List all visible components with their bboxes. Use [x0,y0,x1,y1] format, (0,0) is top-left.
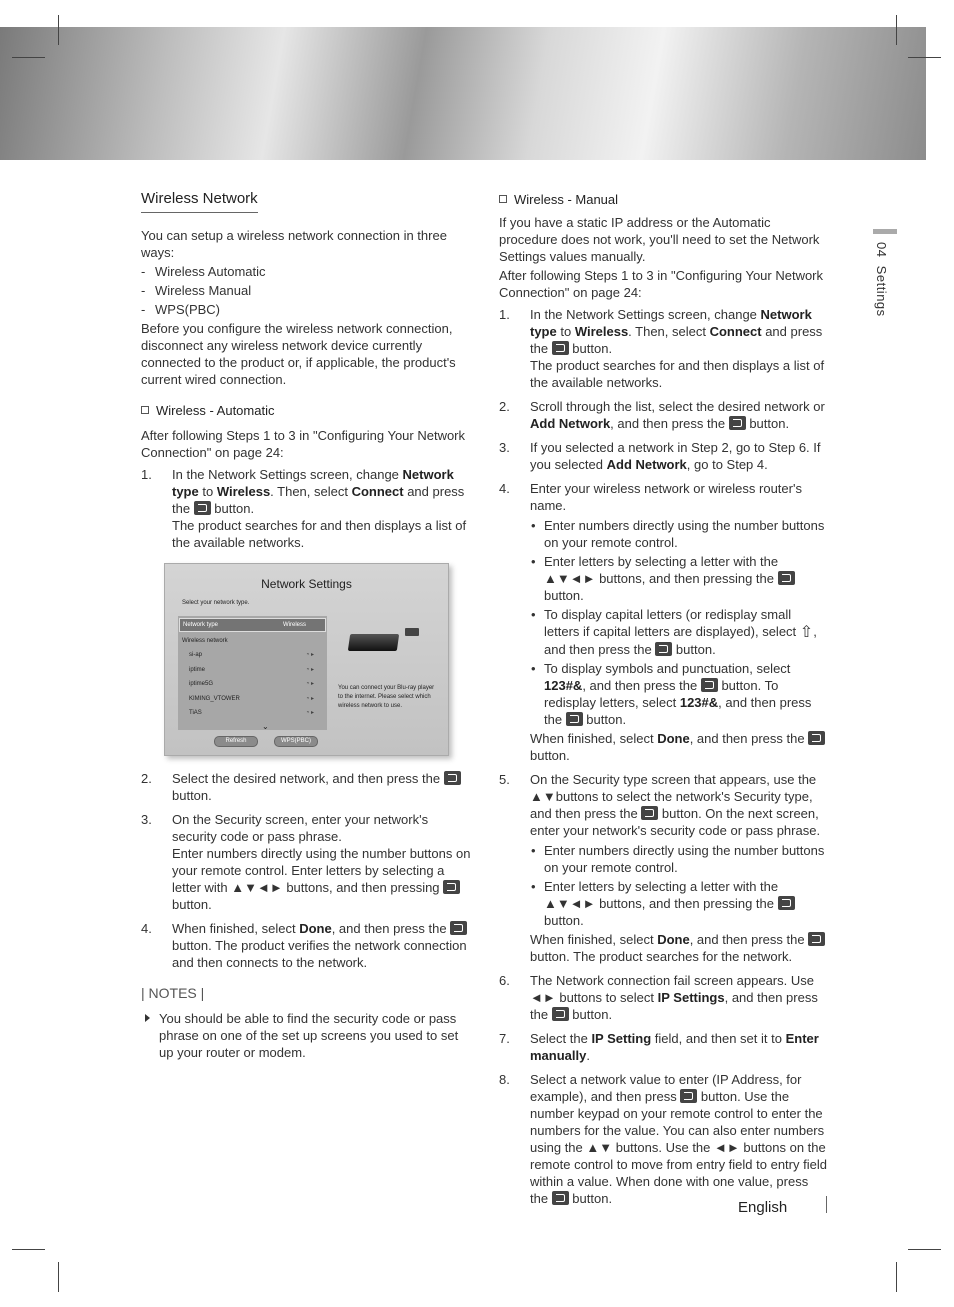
bullet-bold: 123#& [544,678,583,693]
enter-icon [655,642,672,656]
network-item[interactable] [189,709,317,724]
step-text: button. The product verifies the network connection and then connects to the network. [172,938,467,970]
step-text: On the Security screen, enter your network's security code or pass phrase. [172,812,429,844]
footer-divider [826,1196,827,1213]
list-item: - Wireless Automatic [141,263,471,280]
crop-mark [58,15,59,45]
step-text: to [556,324,575,339]
bullet-item: • Enter numbers directly using the number buttons on your remote control. [530,517,829,551]
wps-button[interactable]: WPS(PBC) [274,736,318,747]
crop-mark [908,1249,941,1250]
step-text: button. [745,416,790,431]
step-bold: Done [299,921,332,936]
network-name: TiAS [189,710,202,716]
step-text: The Network connection fail screen appears. Use ◄► buttons to select [530,973,814,1005]
bullet-text: To display symbols and punctuation, select [544,661,791,676]
screen-panel [178,616,327,730]
enter-icon [444,771,461,785]
network-type-row[interactable] [179,618,326,632]
bullet-text: button. To redisplay letters, select [544,678,779,710]
enter-icon [641,806,658,820]
step-text: button. On the next screen, enter your network's security code or pass phrase. [530,806,821,838]
step-text: In the Network Settings screen, change [530,307,761,322]
step-3 [141,811,471,913]
bullet-text: button. [544,913,584,928]
auto-steps-cont [141,770,471,971]
network-item[interactable] [189,695,317,710]
step-1 [141,466,471,551]
step-text: , and then press the [610,416,729,431]
step-text: button. [210,501,255,516]
step-3 [499,439,829,473]
bluray-player-icon [348,634,399,651]
step-text: Select a network value to enter (IP Address, for example), and then press [530,1072,802,1104]
router-icon [405,628,419,636]
step-text: Select the [530,1031,592,1046]
step-bold: Done [657,731,690,746]
step-text: , and then press the [689,932,809,947]
step-text: On the Security type screen that appears, use the ▲▼buttons to select the network's Security type, and then press the [530,772,817,821]
step-5 [499,771,829,965]
side-tab-label: 04 Settings [874,242,889,317]
step-text: When finished, select [530,932,658,947]
network-type-label: Network type [183,622,219,628]
step-number: 8. [499,1072,510,1087]
signal-icon: ◔ ▸ [305,652,314,658]
enter-icon [701,678,718,692]
header-banner [0,27,926,160]
step-bold: Connect [709,324,762,339]
network-item[interactable] [189,680,317,695]
step-number: 2. [499,399,510,414]
step-bold: Add Network [606,457,687,472]
step-number: 4. [499,481,510,496]
step-text: In the Network Settings screen, change [172,467,403,482]
signal-icon: ◔ ▸ [305,666,314,673]
step-bold: Enter manually [530,1031,819,1063]
network-list [189,651,317,724]
signal-icon: ◔ ▸ [305,710,314,716]
enter-icon [808,731,825,745]
signal-icon: ◔ ▸ [305,681,314,687]
step-text: The product searches for and then displays a list of the available networks. [530,358,825,390]
step-text: If you selected a network in Step 2, go to Step 6. If you selected [530,440,821,472]
step-bold: IP Setting [591,1031,652,1046]
chevron-down-icon: ⌄ [262,722,269,731]
step-text: button. The product searches for the network. [530,949,793,964]
ways-list [141,263,471,318]
step-text: Enter numbers directly using the number buttons on your remote control. Enter letters by selecting a letter with ▲▼◄► buttons, and then pressing [172,846,471,895]
enter-icon [778,571,795,585]
step-bold: Network type [172,467,454,499]
step-text: When finished, select [530,731,658,746]
step-bold: Network type [530,307,812,339]
manual-intro: If you have a static IP address or the Automatic procedure does not work, you'll need to set the Network Settings values manually. [499,215,820,264]
screen-title: Network Settings [261,577,352,591]
refresh-button[interactable]: Refresh [214,736,258,747]
bullet-item [530,660,829,728]
step-text: , go to Step 4. [686,457,768,472]
step-number: 2. [141,771,152,786]
enter-icon [729,416,746,430]
step-text: . Then, select [270,484,352,499]
network-settings-screen [164,563,449,756]
step-6 [499,972,829,1023]
bullet-text: , and then press the [582,678,701,693]
step-bold: Add Network [530,416,611,431]
network-name: si-ap [189,652,203,658]
step-text: to [198,484,217,499]
signal-icon: ◔ ▸ [305,695,314,702]
step-bold: Done [657,932,690,947]
bullet-item [530,878,829,929]
step-number: 5. [499,772,510,787]
manual-intro-2: After following Steps 1 to 3 in "Configuring Your Network Connection" on page 24: [499,268,824,300]
bullet-text: button. [672,642,716,657]
crop-mark [12,57,45,58]
step-bold: Wireless [574,324,629,339]
step-text: button. [568,1191,613,1206]
step-4 [499,480,829,764]
step-text: and press the [172,484,465,516]
list-item: - Wireless Manual [141,282,471,299]
bullet-list [530,517,829,728]
subheading-automatic [141,402,471,419]
network-item[interactable] [189,651,317,666]
bullet-text: Enter letters by selecting a letter with the ▲▼◄► buttons, and then pressing the [544,879,779,911]
step-text: , and then press the [530,990,818,1022]
enter-icon [778,896,795,910]
enter-icon [566,712,583,726]
bullet-text: , and then press the [544,695,812,727]
manual-steps [499,306,829,1207]
network-name: KIMING_VTOWER [189,695,240,702]
note-item: You should be able to find the security code or pass phrase on one of the set up screens you used to set up your router or modem. [141,1010,471,1061]
network-type-value: Wireless [283,622,307,628]
right-column [499,191,829,1214]
step-text: button. [172,788,212,803]
network-item[interactable] [189,666,317,681]
side-tab-bar [873,229,897,234]
enter-icon [808,932,825,946]
step-text: , and then press the [331,921,451,936]
step-7 [499,1030,829,1064]
auto-steps [141,466,471,551]
step-text: button. [568,1007,613,1022]
crop-mark [58,1262,59,1292]
step-text: button. [530,748,570,763]
bullet-text: Enter letters by selecting a letter with the ▲▼◄► buttons, and then pressing the [544,554,779,586]
enter-icon [552,341,569,355]
step-8 [499,1071,829,1207]
crop-mark [908,57,941,58]
step-text: Select the desired network, and then press the [172,771,444,786]
crop-mark [896,15,897,45]
step-number: 7. [499,1031,510,1046]
enter-icon [552,1191,569,1205]
step-text: . Then, select [628,324,710,339]
step-number: 3. [499,440,510,455]
step-text: button. Use the number keypad on your remote control to enter the numbers for the value. You can also enter numbers using the ▲▼ buttons. Use the ◄► buttons on the remote control to move from entry field to entry field within a value. When done with one value, press the [530,1089,827,1206]
enter-icon [552,1007,569,1021]
screen-message: You can connect your Blu-ray player to the internet. Please select which wireless network to use. [338,685,435,709]
bullet-bold: 123#& [679,695,719,710]
subheading-text: Wireless - Automatic [156,403,275,418]
checkbox-icon [499,195,507,203]
notes-heading: | NOTES | [141,985,205,1001]
step-bold: Wireless [216,484,271,499]
bullet-text: button. [544,588,584,603]
step-text: and press the [530,324,823,356]
step-bold: Connect [351,484,404,499]
enter-icon [194,501,211,515]
step-text: Scroll through the list, select the desired network or [530,399,825,414]
subheading-manual [499,191,829,208]
step-text: Enter your wireless network or wireless router's name. [530,481,802,513]
bullet-text: To display capital letters (or redisplay small letters if capital letters are displayed), select [544,607,800,639]
enter-icon [443,880,460,894]
step-1 [499,306,829,391]
step-text: . [586,1048,590,1063]
before-text: Before you configure the wireless network connection, disconnect any wireless network device currently connected to the product or, if applicable, the product's current wired connection. [141,321,456,387]
step-2 [141,770,471,804]
subheading-text: Wireless - Manual [514,192,619,207]
bullet-text: , and then press the [544,624,817,657]
enter-icon [450,921,467,935]
left-column [141,190,471,1061]
shift-up-icon: ⇧ [799,624,814,641]
step-number: 1. [499,307,510,322]
step-number: 3. [141,812,152,827]
list-item: - WPS(PBC) [141,301,471,318]
enter-icon [680,1089,697,1103]
step-text: button. [568,341,613,356]
step-number: 6. [499,973,510,988]
step-text: When finished, select [172,921,300,936]
network-name: iptime5G [189,681,214,687]
notes-list [141,1010,471,1061]
step-bold: IP Settings [657,990,725,1005]
bullet-list [530,842,829,929]
crop-mark [896,1262,897,1292]
footer-language: English [738,1199,788,1216]
step-text: The product searches for and then displays a list of the available networks. [172,518,467,550]
screen-subtitle: Select your network type. [182,600,250,606]
section-title: Wireless Network [141,190,258,213]
bullet-text: button. [582,712,627,727]
step-4 [141,920,471,971]
step-number: 4. [141,921,152,936]
step-text: field, and then set it to [651,1031,786,1046]
intro-text: You can setup a wireless network connection in three ways: [141,228,447,260]
auto-intro: After following Steps 1 to 3 in "Configuring Your Network Connection" on page 24: [141,428,466,460]
bullet-item [530,553,829,604]
step-text: button. [172,897,212,912]
network-name: iptime [189,666,206,673]
step-text: , and then press the [689,731,809,746]
wireless-network-label: Wireless network [182,638,228,644]
step-2 [499,398,829,432]
checkbox-icon [141,406,149,414]
bullet-item [530,606,829,658]
bullet-item: • Enter numbers directly using the number buttons on your remote control. [530,842,829,876]
crop-mark [12,1249,45,1250]
step-number: 1. [141,467,152,482]
